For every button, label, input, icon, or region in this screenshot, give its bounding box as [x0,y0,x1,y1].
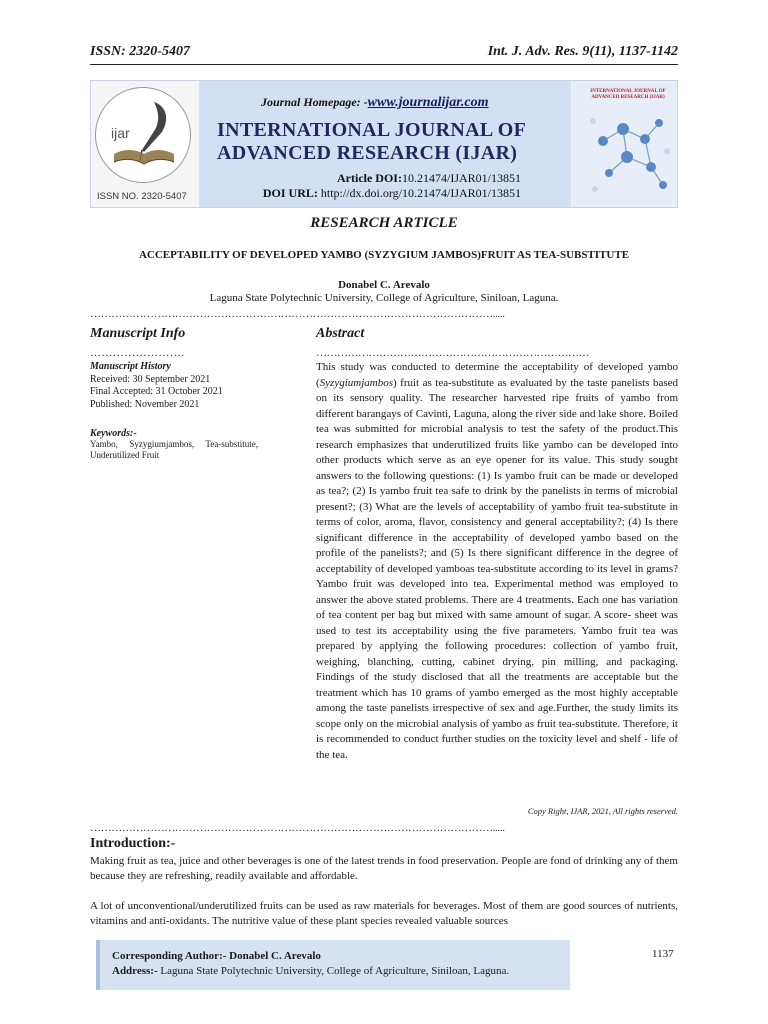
paper-title: ACCEPTABILITY OF DEVELOPED YAMBO (SYZYGIUM JAMBOS)FRUIT AS TEA-SUBSTITUTE [138,249,630,261]
manuscript-info-dots: ……………………. [90,347,185,359]
history-label: Manuscript History [90,361,171,372]
author-address [112,964,558,979]
doi-block [251,171,521,201]
molecule-icon [583,101,673,197]
abstract-dots: …………………………………………………………………… [316,347,589,359]
cover-title: INTERNATIONAL JOURNAL OF ADVANCED RESEARCH (IJAR) [590,89,666,100]
accepted-date: Final Accepted: 31 October 2021 [90,386,223,397]
abstract-heading: Abstract [316,326,365,341]
abstract-text-part: This study was conducted to determine the acceptability of developed yambo ( [316,361,678,389]
logo-issn: ISSN NO. 2320-5407 [97,191,187,202]
page-number: 1137 [652,948,674,960]
homepage-link[interactable]: www.journalijar.com [367,95,489,110]
author-name: Donabel C. Arevalo [338,279,430,291]
intro-paragraph-1: Making fruit as tea, juice and other beverages is one of the latest trends in food preservation. People are fond of drinking any of them because they are refreshing, readily available and affordable. [90,855,678,882]
dotted-divider-top: ……………………………………………………………………………………………………..... [90,308,505,320]
abstract-text-part: ) fruit as tea-substitute as evaluated by the taste panelists based on its sensory quality. The researcher harvested ripe fruits of yambo from different barangays of Cavinti, Laguna, along the river side and lake shore. Boiled tea was submitted for microbial analysis to test the safety of the product.This research emphasizes that underutilized fruits like yambo can be developed into other products which serve as an eye opener for its value. This study sought answers to the following questions: (1) Is yambo fruit can be made or developed as tea?; (2) Is yambo fruit tea safe to drink by the panelists in terms of microbial present?; (3) What are the levels of acceptability of yambo fruit tea-substitute in terms of color, aroma, flavor, consistency and general acceptability?; (4) Is there significant difference in the acceptability of developed yambo based on the profile of the panelists?; and (5) Is there significant difference in the degree of acceptability of developed yamboas tea-substitute according to its level in grams?Yambo fruit was developed into tea. Experimental method was employed to answer the above stated problems. There are 4 treatments. Each one has variation of tea content per bag but mixed with same amount of sugar. A score- sheet was used to test its acceptability using the five parameters. Yambo fruit tea was prepared by applying the following procedures: collection of yambo fruit, weighing, blanching, cutting, cabinet drying, pin milling, and packaging. Findings of the study disclosed that all the treatments are acceptable but the treatment which has 10 grams of yambo emerged as the most highly acceptable among the taste panelists irrespective of sex and age.Further, the study limits its scope only on the microbial analysis of yambo as fruit tea-substitute. Therefore, it is recommended to conduct further studies on the toxicity level and shelf - life of the tea. [316,376,678,761]
dotted-divider-bottom: ……………………………………………………………………………………………………..... [90,822,505,834]
doi-value: 10.21474/IJAR01/13851 [401,171,521,185]
doi-url-link[interactable]: http://dx.doi.org/10.21474/IJAR01/13851 [320,186,521,200]
journal-banner [90,80,678,208]
homepage-label: Journal Homepage: - [261,95,368,109]
logo-text: ijar [111,125,130,141]
corresponding-author: Corresponding Author:- Donabel C. Arevalo [112,950,321,962]
intro-paragraph-2: A lot of unconventional/underutilized fruits can be used as raw materials for beverages. Most of them are good sources of nutrients, vitamins and anti-oxidants. The nutritive value of these plant species revealed valuable sources [90,900,678,927]
abstract-text [316,360,678,763]
keywords-block [90,428,258,461]
author-affiliation: Laguna State Polytechnic University, College of Agriculture, Siniloan, Laguna. [209,292,559,304]
abstract-species-name: Syzygiumjambos [319,376,393,389]
logo-circle [95,87,191,183]
manuscript-info-heading: Manuscript Info [90,326,186,341]
introduction-heading: Introduction:- [90,836,176,851]
header-rule [90,64,678,65]
corresponding-author-box [96,940,570,990]
manuscript-history [90,361,260,411]
journal-cover [583,89,673,201]
journal-homepage [261,95,489,111]
doi-url-label: DOI URL: [262,186,318,200]
received-date: Received: 30 September 2021 [90,373,211,385]
journal-logo [91,81,199,209]
copyright-notice: Copy Right, IJAR, 2021, All rights reserved. [527,806,678,816]
published-date: Published: November 2021 [90,398,200,410]
section-heading: RESEARCH ARTICLE [310,215,458,231]
doi-label: Article DOI: [337,171,402,185]
keywords-label: Keywords:- [90,428,137,439]
citation-text: Int. J. Adv. Res. 9(11), 1137-1142 [487,44,678,59]
running-header [90,44,678,60]
address-text: Laguna State Polytechnic University, College of Agriculture, Siniloan, Laguna. [157,965,510,977]
issn-text: ISSN: 2320-5407 [90,44,190,59]
journal-title: INTERNATIONAL JOURNAL OF ADVANCED RESEARCH (IJAR) [217,119,526,164]
address-label: Address:- [112,965,158,977]
keywords-text: Yambo, Syzygiumjambos, Tea-substitute, Underutilized Fruit [90,439,258,460]
